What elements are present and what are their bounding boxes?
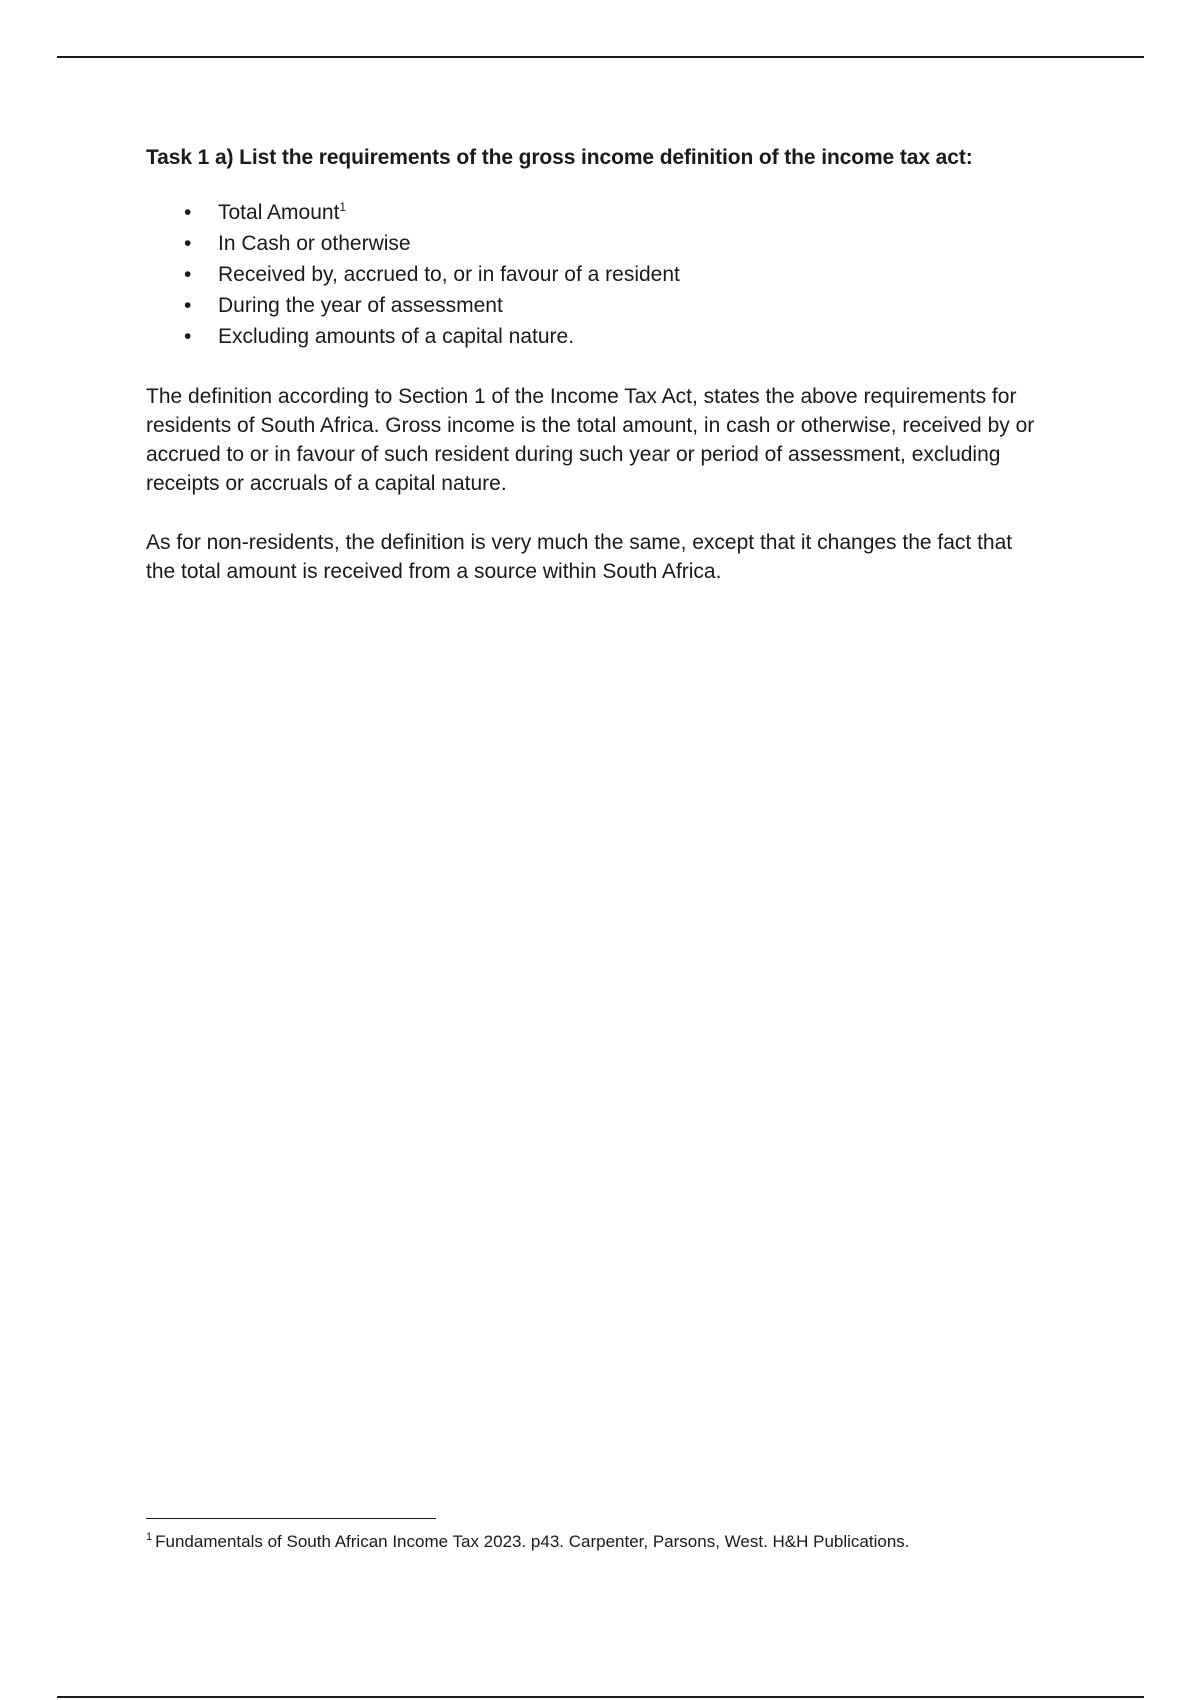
bullet-icon: • [184,232,192,255]
page-bottom-rule [57,1696,1144,1698]
paragraph-residents: The definition according to Section 1 of the Income Tax Act, states the above requirements for residents of South Africa. Gross income is the total amount, in cash or otherwise, received by or accrued to or in favour of such resident during such year or period of assessment, excluding receipts or accruals of a capital nature. [146,385,1035,495]
task-heading: Task 1 a) List the requirements of the gross income definition of the income tax act: [146,146,973,169]
list-item [146,321,1046,352]
paragraph-non-residents: As for non-residents, the definition is very much the same, except that it changes the fact that the total amount is received from a source within South Africa. [146,531,1013,583]
list-item-text: Received by, accrued to, or in favour of a resident [218,263,680,286]
list-item-text: During the year of assessment [218,294,503,317]
list-item-text: Excluding amounts of a capital nature. [218,325,575,348]
footnote-text: Fundamentals of South African Income Tax 2023. p43. Carpenter, Parsons, West. H&H Publications. [155,1532,910,1551]
list-item [146,228,1046,259]
footnote [146,1531,910,1553]
page-top-rule [57,56,1144,58]
bullet-icon: • [184,201,192,224]
list-item [146,290,1046,321]
list-item-text: In Cash or otherwise [218,232,411,255]
bullet-icon: • [184,294,192,317]
footnote-mark: 1 [146,1531,153,1544]
footnote-separator [146,1518,436,1519]
document-body [146,146,1046,616]
list-item [146,197,1046,228]
bullet-icon: • [184,263,192,286]
requirements-list [146,197,1046,352]
bullet-icon: • [184,325,192,348]
list-item [146,259,1046,290]
list-item-text: Total Amount [218,201,340,224]
footnote-reference[interactable]: 1 [339,200,347,214]
